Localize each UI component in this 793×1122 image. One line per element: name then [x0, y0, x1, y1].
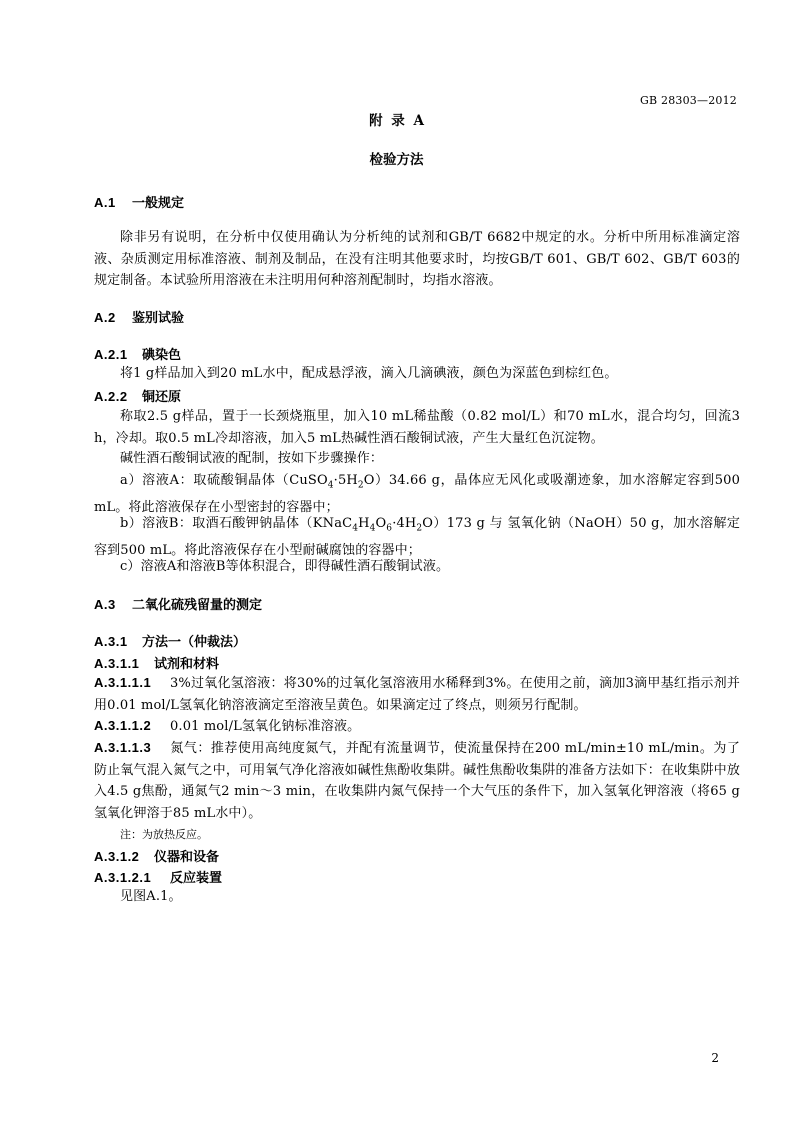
appendix-title: 附 录 A: [369, 113, 424, 129]
section-number: A.3.1.1: [94, 656, 140, 671]
paragraph-a3112: A.3.1.1.2 0.01 mol/L氢氧化钠标准溶液。: [94, 715, 740, 738]
section-title: 二氧化硫残留量的测定: [132, 598, 263, 613]
section-title: 碘染色: [142, 348, 182, 363]
section-number: A.1: [94, 195, 116, 210]
paragraph-a1: 除非另有说明，在分析中仅使用确认为分析纯的试剂和GB/T 6682中规定的水。分析中所用标准滴定溶液、杂质测定用标准溶液、制剂及制品，在没有注明其他要求时，均按GB/T 601、GB/T 602、GB/T 603的规定制备。本试验所用溶液在未注明用何种溶剂配制时，均指水溶液。: [94, 230, 740, 288]
heading-a3: [94, 594, 262, 613]
section-number: A.2.1: [94, 347, 128, 362]
page-number: 2: [711, 1051, 719, 1065]
section-number: A.3.1.2.1: [94, 870, 152, 885]
heading-a2: [94, 307, 184, 326]
heading-a1: [94, 192, 184, 211]
section-number: A.3: [94, 597, 116, 612]
section-title: 仪器和设备: [154, 850, 220, 865]
paragraph-a3121: 见图A.1。: [120, 889, 182, 904]
section-title: 鉴别试验: [132, 311, 185, 326]
section-title: 试剂和材料: [154, 657, 220, 672]
section-title: 铜还原: [142, 390, 182, 405]
section-number: A.3.1.2: [94, 849, 140, 864]
list-item-solution-c: c）溶液A和溶液B等体积混合，即得碱性酒石酸铜试液。: [120, 559, 450, 574]
heading-a312: [94, 846, 219, 865]
heading-a22: [94, 386, 181, 405]
appendix-subtitle: 检验方法: [369, 152, 424, 168]
note: 注：为放热反应。: [120, 828, 208, 841]
list-item-solution-a: a）溶液A：取硫酸铜晶体$(CuSO_4\cdot 5H_2O)34.66$ g，晶体应无风化或吸潮迹象，加水溶解定容到500 mL。将此溶液保存在小型密封的容器中；: [94, 473, 740, 516]
clause-number: A.3.1.1.1: [94, 675, 152, 690]
section-number: A.2.2: [94, 389, 128, 404]
section-title: 方法一（仲裁法）: [142, 635, 247, 650]
clause-number: A.3.1.1.3: [94, 740, 152, 755]
section-number: A.3.1: [94, 634, 128, 649]
paragraph-a3113: A.3.1.1.3 氮气：推荐使用高纯度氮气，并配有流量调节，使流量保持在200 mL/min±10 mL/min。为了防止氧气混入氮气之中，可用氧气净化溶液如碱性焦酚收集阱。碱性焦酚收集阱的准备方法如下：在收集阱中放入4.5 g焦酚，通氮气2 min～3 min，在收集阱内氮气保持一个大气压的条件下，加入氢氧化钾溶液（将65 g氢氧化钾溶于85 mL水中）。: [94, 737, 740, 824]
paragraph-a22: 称取2.5 g样品，置于一长颈烧瓶里，加入10 mL稀盐酸（0.82 mol/L）和70 mL水，混合均匀，回流3 h，冷却。取0.5 mL冷却溶液，加入5 mL热碱性酒石酸铜试液，产生大量红色沉淀物。: [94, 409, 740, 446]
paragraph-a22-recipe: 碱性酒石酸铜试液的配制，按如下步骤操作：: [120, 451, 384, 466]
section-number: A.2: [94, 310, 116, 325]
heading-a21: [94, 344, 181, 363]
heading-a31: [94, 631, 246, 650]
section-title: 一般规定: [132, 196, 185, 211]
paragraph-a3111: A.3.1.1.1 3%过氧化氢溶液：将30%的过氧化氢溶液用水稀释到3%。在使用之前，滴加3滴甲基红指示剂并用0.01 mol/L氢氧化钠溶液滴定至溶液呈黄色。如果滴定过了终点，则须另行配制。: [94, 672, 740, 716]
heading-a311: [94, 653, 219, 672]
clause-number: A.3.1.1.2: [94, 718, 152, 733]
paragraph-a21: 将1 g样品加入到20 mL水中，配成悬浮液，滴入几滴碘液，颜色为深蓝色到棕红色。: [120, 366, 618, 381]
section-title: 反应装置: [170, 871, 223, 886]
list-item-solution-b: b）溶液B：取酒石酸钾钠晶体$(KNaC_4H_4O_6\cdot 4H_2O)173$ g 与 氢氧化钠（NaOH）50 g，加水溶解定容到500 mL。将此溶液保存在小型耐碱腐蚀的容器中；: [94, 516, 740, 559]
standard-code: GB 28303—2012: [640, 94, 737, 107]
heading-a3121: [94, 867, 222, 886]
